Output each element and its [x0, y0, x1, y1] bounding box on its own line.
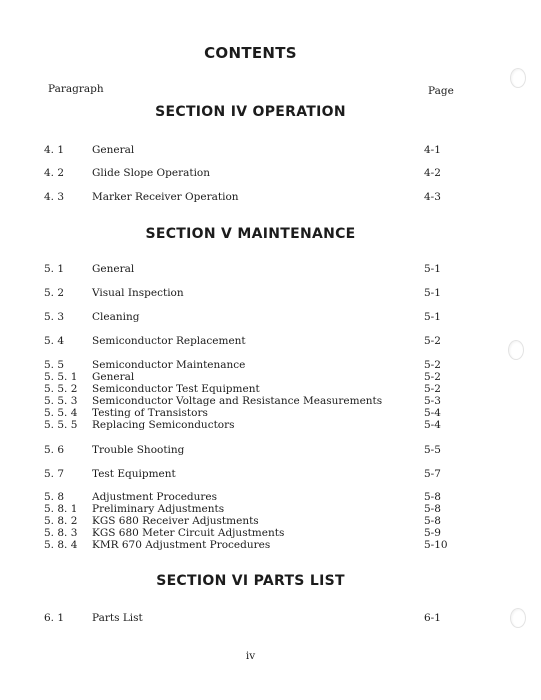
toc-entry [0, 395, 541, 407]
toc-entry [0, 419, 541, 431]
toc-entry [0, 371, 541, 383]
toc-entry [0, 191, 541, 203]
entry-page: 5-8 [424, 515, 441, 527]
entry-number: 5. 8 [44, 491, 65, 503]
entry-page: 5-4 [424, 419, 441, 431]
entry-number: 5. 8. 2 [44, 515, 78, 527]
entry-page: 5-5 [424, 444, 441, 456]
entry-number: 5. 5. 4 [44, 407, 78, 419]
binder-hole-top [510, 68, 526, 88]
entry-title: Testing of Transistors [92, 407, 208, 419]
section-heading-parts-list: SECTION VI PARTS LIST [156, 573, 345, 589]
toc-entry [0, 407, 541, 419]
entry-page: 5-1 [424, 311, 441, 323]
toc-entry [0, 444, 541, 456]
entry-title: KGS 680 Receiver Adjustments [92, 515, 259, 527]
toc-entry [0, 491, 541, 503]
entry-number: 5. 5. 5 [44, 419, 78, 431]
toc-entry [0, 383, 541, 395]
entry-number: 5. 1 [44, 263, 65, 275]
entry-number: 4. 1 [44, 144, 65, 156]
entry-page: 6-1 [424, 612, 441, 624]
entry-title: General [92, 371, 135, 383]
entry-title: Adjustment Procedures [92, 491, 218, 503]
entry-title: Cleaning [92, 311, 140, 323]
entry-title: Semiconductor Voltage and Resistance Measurements [92, 395, 383, 407]
entry-number: 5. 8. 1 [44, 503, 78, 515]
entry-page: 4-3 [424, 191, 441, 203]
page-column-header: Page [428, 85, 454, 97]
entry-number: 5. 5. 2 [44, 383, 78, 395]
entry-page: 5-3 [424, 395, 441, 407]
entry-page: 5-8 [424, 491, 441, 503]
entry-title: Replacing Semiconductors [92, 419, 235, 431]
toc-entry [0, 144, 541, 156]
entry-page: 4-1 [424, 144, 441, 156]
toc-entry [0, 359, 541, 371]
entry-title: Visual Inspection [92, 287, 184, 299]
entry-number: 4. 3 [44, 191, 65, 203]
entry-page: 5-4 [424, 407, 441, 419]
entry-title: General [92, 263, 135, 275]
entry-title: Trouble Shooting [92, 444, 185, 456]
toc-entry [0, 263, 541, 275]
entry-number: 5. 3 [44, 311, 65, 323]
entry-number: 5. 4 [44, 335, 65, 347]
toc-entry [0, 503, 541, 515]
entry-page: 5-2 [424, 335, 441, 347]
section-heading-operation: SECTION IV OPERATION [155, 104, 346, 120]
entry-page: 5-9 [424, 527, 441, 539]
entry-number: 5. 5 [44, 359, 65, 371]
entry-number: 4. 2 [44, 167, 65, 179]
entry-number: 5. 7 [44, 468, 65, 480]
entry-title: KGS 680 Meter Circuit Adjustments [92, 527, 285, 539]
entry-page: 5-1 [424, 263, 441, 275]
entry-title: Glide Slope Operation [92, 167, 211, 179]
toc-entry [0, 612, 541, 624]
page-number: iv [245, 650, 256, 662]
entry-title: Semiconductor Maintenance [92, 359, 246, 371]
toc-entry [0, 311, 541, 323]
entry-page: 5-8 [424, 503, 441, 515]
toc-entry [0, 527, 541, 539]
entry-title: Marker Receiver Operation [92, 191, 239, 203]
entry-title: Test Equipment [92, 468, 176, 480]
toc-entry [0, 335, 541, 347]
entry-page: 5-2 [424, 359, 441, 371]
entry-title: Semiconductor Replacement [92, 335, 246, 347]
toc-entry [0, 539, 541, 551]
entry-title: Semiconductor Test Equipment [92, 383, 260, 395]
entry-page: 4-2 [424, 167, 441, 179]
entry-number: 6. 1 [44, 612, 65, 624]
entry-page: 5-7 [424, 468, 441, 480]
toc-entry [0, 468, 541, 480]
toc-entry [0, 167, 541, 179]
entry-number: 5. 2 [44, 287, 65, 299]
section-heading-maintenance: SECTION V MAINTENANCE [145, 226, 356, 242]
entry-number: 5. 8. 4 [44, 539, 78, 551]
toc-entry [0, 287, 541, 299]
entry-title: Parts List [92, 612, 143, 624]
entry-number: 5. 6 [44, 444, 65, 456]
entry-number: 5. 5. 1 [44, 371, 78, 383]
entry-number: 5. 8. 3 [44, 527, 78, 539]
paragraph-column-header: Paragraph [48, 83, 104, 95]
entry-page: 5-2 [424, 371, 441, 383]
entry-title: Preliminary Adjustments [92, 503, 225, 515]
entry-title: KMR 670 Adjustment Procedures [92, 539, 271, 551]
entry-page: 5-2 [424, 383, 441, 395]
page-title: CONTENTS [204, 44, 297, 62]
entry-page: 5-1 [424, 287, 441, 299]
toc-entry [0, 515, 541, 527]
entry-title: General [92, 144, 135, 156]
entry-number: 5. 5. 3 [44, 395, 78, 407]
entry-page: 5-10 [424, 539, 448, 551]
